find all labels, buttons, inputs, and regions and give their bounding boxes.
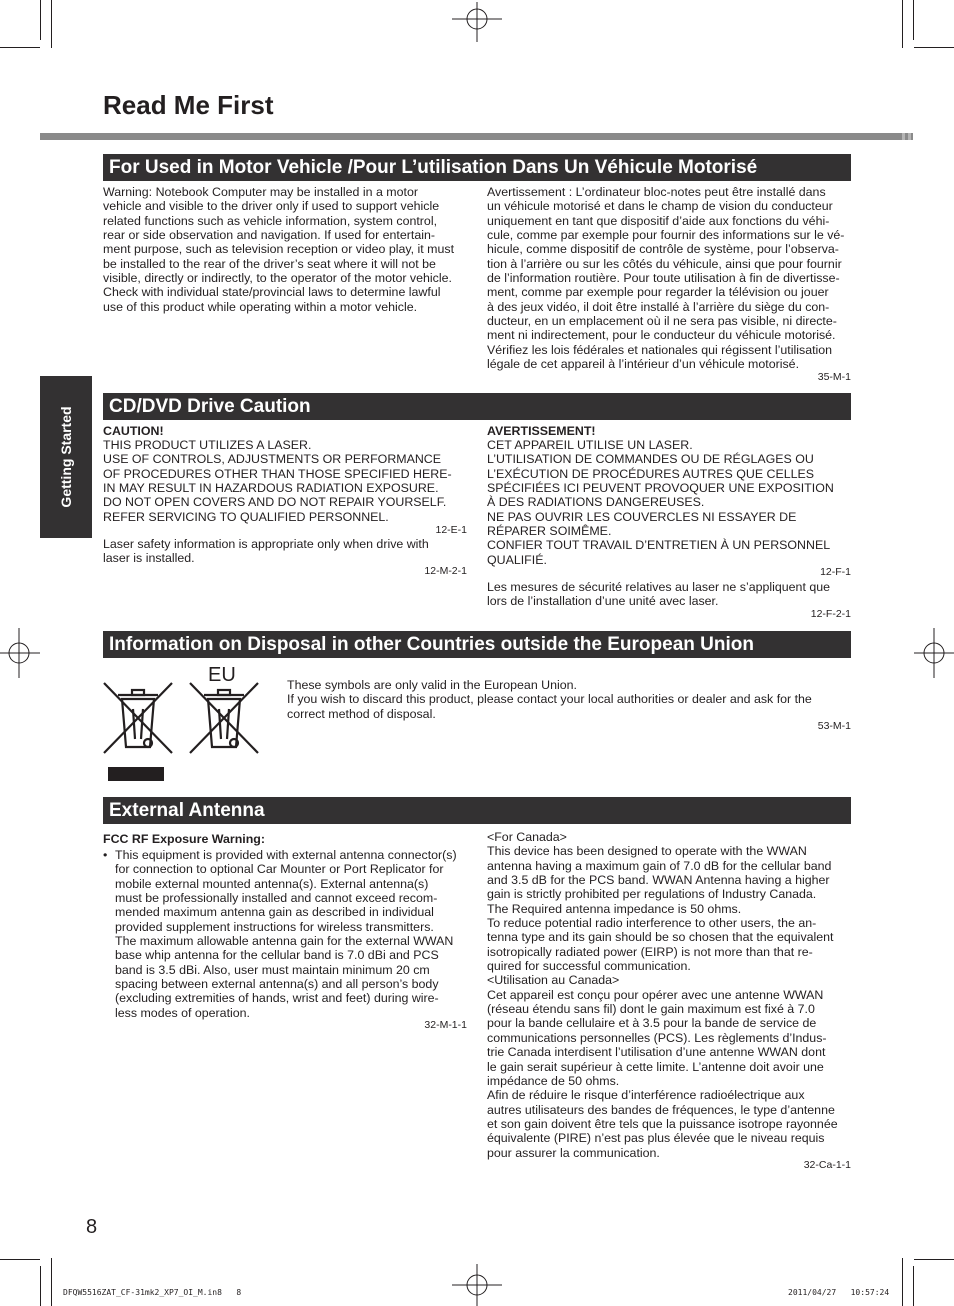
crop-mark [902, 1258, 903, 1306]
registration-mark-icon [452, 2, 502, 42]
crop-mark [40, 1266, 41, 1306]
registration-mark-icon [0, 628, 40, 678]
caution-text: THIS PRODUCT UTILIZES A LASER. USE OF CONTROLS, ADJUSTMENTS OR PERFORMANCE OF PROCEDURES OTHER THAN THOSE SPECIFIED HERE- IN MAY RESULT IN HAZARDOUS RADIATION EXPOSURE. DO NOT OPEN COVERS AND DO NOT REPAIR YOURSELF. REFER SERVICING TO QUALIFIED PERSONNEL. [103, 438, 452, 524]
crop-mark [40, 0, 41, 40]
fcc-warning-text: This equipment is provided with external antenna connector(s) for connection to optional Car Mounter or Port Replicator for mobile external mounted antenna(s). External antenna(s) must be professionally installed and cannot exceed recom- mended maximum antenna gain as described in individual provided supplement instructions for wireless transmitters. The maximum allowable antenna gain for the external WWAN base whip antenna for the cellular band is 7.0 dBi and PCS band is 3.5 dBi. Also, user must maintain minimum 20 cm spacing between external antenna(s) and all person’s body (excluding extremities of hands, wrist and feet) during wire- less modes of operation. [115, 848, 457, 1020]
section-heading-motor-vehicle: For Used in Motor Vehicle /Pour L’utilisation Dans Un Véhicule Motorisé [103, 154, 851, 181]
disposal-text: These symbols are only valid in the European Union. If you wish to discard this product, please contact your local authorities or dealer and ask for the correct method of disposal. [287, 678, 812, 721]
reference-code: 32-Ca-1-1 [803, 1159, 851, 1171]
registration-mark-icon [452, 1264, 502, 1306]
reference-code: 53-M-1 [817, 720, 851, 732]
reference-code: 12-F-2-1 [810, 608, 851, 620]
footer-timestamp: 2011/04/27 10:57:24 [788, 1288, 890, 1297]
avertissement-text: CET APPAREIL UTILISE UN LASER. L’UTILISATION DE COMMANDES OU DE RÉGLAGES OU L’EXÉCUTION DE PROCÉDURES AUTRES QUE CELLES SPÉCIFIÉES ICI PEUVENT PROVOQUER UNE EXPOSITION À DES RADIATIONS DANGEREUSES. NE PAS OUVRIR LES COUVERCLES NI ESSAYER DE RÉPARER SOIMÊME. CONFIER TOUT TRAVAIL D’ENTRETIEN À UN PERSONNEL QUALIFIÉ. [487, 438, 834, 567]
laser-info-french-text: Les mesures de sécurité relatives au laser ne s’appliquent que lors de l’installation d’une unité avec laser. [487, 580, 831, 609]
crop-mark [902, 0, 903, 48]
section-heading-cd-dvd: CD/DVD Drive Caution [103, 393, 851, 420]
crop-mark [51, 1258, 52, 1306]
black-bar-symbol [108, 767, 164, 781]
reference-code: 32-M-1-1 [424, 1019, 467, 1031]
title-rule [40, 133, 913, 140]
crop-mark [0, 47, 40, 48]
reference-code: 12-M-2-1 [424, 565, 467, 577]
crop-mark [913, 1266, 914, 1306]
canada-antenna-text: <For Canada> This device has been designed to operate with the WWAN antenna having a maximum gain of 7.0 dB for the cellular band and 3.5 dB for the PCS band. WWAN Antenna having a higher gain is strictly prohibited per regulations of Industry Canada. The Required antenna impedance is 50 ohms. To reduce potential radio interference to other users, the an- tenna type and its gain should be so chosen that the equivalent isotropically radiated power (EIRP) is not more than that re- quired for successful communication. <Utilisation au Canada> Cet appareil est conçu pour opérer avec une antenne WWAN (réseau étendu sans fil) dont le gain maximum est fixé à 7.0 pour la bande cellulaire et à 3.5 pour la bande de service de communications personnelles (PCS). Les règlements d’Indus- trie Canada interdisent l’utilisation d’une antenne WWAN dont le gain serait supérieur à cette limite. L’antenne doit avoir une impédance de 50 ohms. Afin de réduire le risque d’interférence radioélectrique aux autres utilisateurs des bandes de fréquences, le type d’antenne et son gain doivent être tels que la puissance isotrope rayonnée équivalente (PIRE) n’est pas plus élevée que le niveau requis pour assurer la communication. [487, 830, 838, 1160]
title-rule-end [902, 133, 905, 140]
footer-file-slug: DFQW5516ZAT_CF-31mk2_XP7_OI_M.in8 8 [63, 1288, 242, 1297]
crop-mark [913, 0, 914, 40]
crop-mark [51, 0, 52, 48]
laser-info-text: Laser safety information is appropriate only when drive with laser is installed. [103, 537, 429, 566]
section-heading-external-antenna: External Antenna [103, 797, 851, 824]
crop-mark [914, 47, 954, 48]
motor-vehicle-english-text: Warning: Notebook Computer may be installed in a motor vehicle and visible to the driver only if used to support vehicle related functions such as vehicle information, system control, rear or side observation and navigation. If used for entertain- ment purpose, such as television reception or video play, it must be installed to the rear of the driver’s seat where it will not be visible, directly or indirectly, to the operator of the motor vehicle. Check with individual state/provincial laws to determine lawful use of this product while operating within a motor vehicle. [103, 185, 455, 314]
caution-label: CAUTION! [103, 424, 164, 438]
page-number: 8 [86, 1216, 98, 1238]
reference-code: 12-F-1 [820, 566, 851, 578]
section-heading-disposal: Information on Disposal in other Countries outside the European Union [103, 631, 851, 658]
crossed-out-wheelie-bin-icon [188, 681, 260, 755]
motor-vehicle-french-text: Avertissement : L’ordinateur bloc-notes peut être installé dans un véhicule motorisé et dans le champ de vision du conducteur uniquement en tant que dispositif d’aide aux fonctions du véhi- cule, comme par exemple pour fournir des informations sur le vé- hicule, comme dispositif de contrôle de système, pour l’observa- tion à l’arrière ou sur les côtés du véhicule, ainsi que pour fournir de l’information routière. Pour toute utilisation à fin de divertisse- ment, comme par exemple pour regarder la télévision ou jouer à des jeux vidéo, il doit être installé à l’arrière du siège du con- ducteur, en un emplacement où il ne sera pas visible, ni directe- ment ni indirectement, pour le conducteur du véhicule motorisé. Vérifiez les lois fédérales et nationales qui régissent l’utilisation légale de cet appareil à l’intérieur d’un véhicule motorisé. [487, 185, 845, 372]
side-tab [40, 376, 92, 538]
crop-mark [914, 1259, 954, 1260]
reference-code: 35-M-1 [817, 371, 851, 383]
crop-mark [0, 1259, 40, 1260]
fcc-label: FCC RF Exposure Warning: [103, 832, 265, 846]
side-tab-label: Getting Started [58, 406, 74, 508]
eu-label: EU [208, 664, 236, 686]
crossed-out-wheelie-bin-icon [102, 681, 174, 755]
avertissement-label: AVERTISSEMENT! [487, 424, 596, 438]
page-title: Read Me First [103, 90, 274, 120]
registration-mark-icon [914, 628, 954, 678]
reference-code: 12-E-1 [435, 524, 467, 536]
bullet-marker: • [103, 848, 108, 862]
title-rule-end [908, 133, 911, 140]
